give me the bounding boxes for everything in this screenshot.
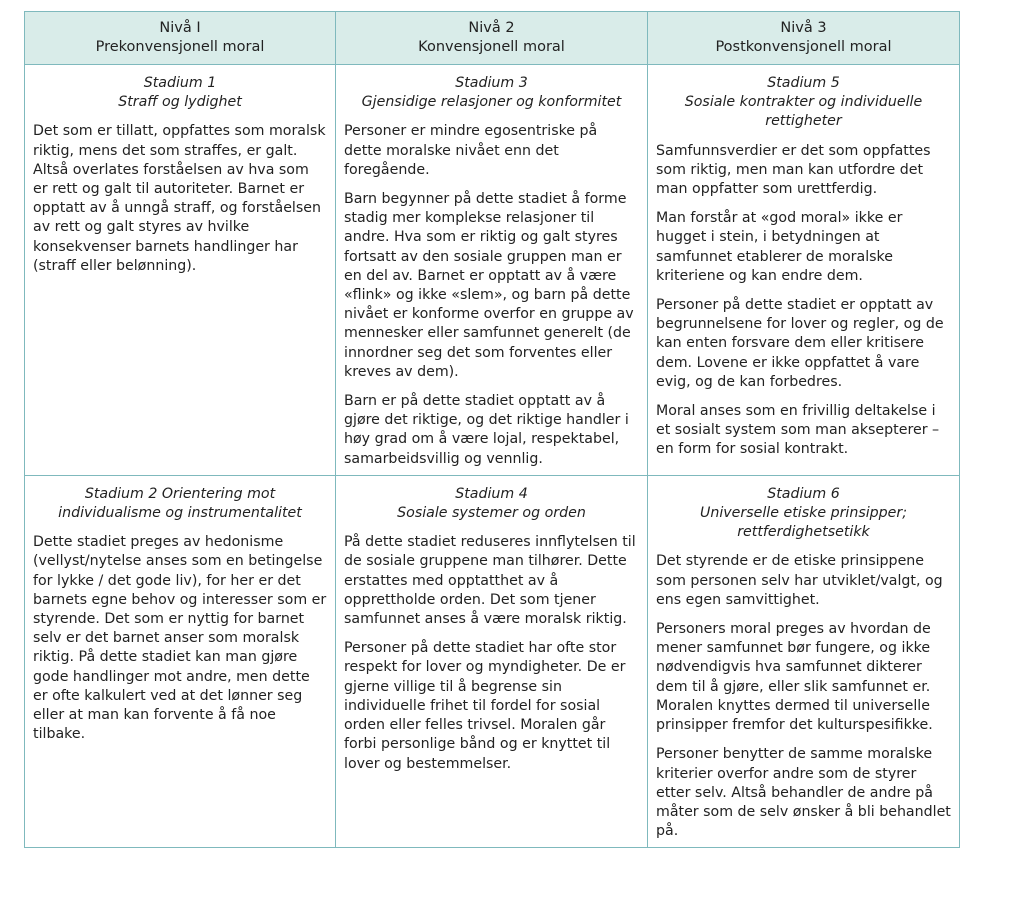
stage-title [344,74,639,112]
stage-description: På dette stadiet reduseres innflytelsen til de sosiale gruppene man tilhører. Dette erstattes med opptatthet av å opprettholde orden. Det som tjener samfunnet anses å være moralsk riktig. [344,534,636,628]
stage-title-line: Gjensidige relasjoner og konformitet [361,94,622,111]
stage-description: Man forstår at «god moral» ikke er hugget i stein, i betydningen at samfunnet etablerer de moralske kriteriene og kan endre dem. [656,210,903,284]
header-level-name: Postkonvensjonell moral [715,39,892,55]
stage-cell [336,475,648,847]
stage-cell [25,65,336,476]
stage-title-line: Stadium 4 [455,485,528,502]
stage-content [648,65,959,466]
header-level-2 [336,12,648,65]
header-level-label: Nivå 3 [780,19,827,36]
stage-title-line: Stadium 6 [767,485,840,502]
stage-description: Personer på dette stadiet har ofte stor respekt for lover og myndigheter. De er gjerne villige til å begrense sin individuelle frihet til fordel for sosial orden eller felles trivsel. Moralen går forbi personlige bånd og er knyttet til lover og bestemmelser. [344,640,626,772]
stage-description: Personers moral preges av hvordan de mener samfunnet bør fungere, og ikke nødvendigvis hva samfunnet dikterer dem til å gjøre, eller slik samfunnet er. Moralen knyttes dermed til universelle prinsipper fremfor det kulturspesifikke. [656,621,933,734]
header-level-label: Nivå I [159,19,201,36]
stage-title [656,485,951,543]
stage-content [25,476,335,751]
header-level-label: Nivå 2 [468,19,515,36]
stage-description: Det styrende er de etiske prinsippene som personen selv har utviklet/valgt, og ens egen samvittighet. [656,553,943,608]
stage-title-line: Stadium 1 [143,75,217,91]
stage-title-line: Stadium 3 [455,75,528,91]
stage-description: Samfunnsverdier er det som oppfattes som riktig, men man kan utfordre det man oppfatter som urettferdig. [656,142,931,198]
table-header [25,12,960,65]
stage-title-line: Stadium 5 [767,75,840,91]
stage-description: Personer er mindre egosentriske på dette moralske nivået enn det foregående. [344,123,598,178]
stage-title-line: Stadium 2 Orientering mot [84,485,276,502]
stage-cell [336,65,648,476]
stage-title-line: rettferdighetsetikk [737,524,870,541]
stage-description: Barn begynner på dette stadiet å forme stadig mer komplekse relasjoner til andre. Hva som er riktig og galt styres fortsatt av den sosiale gruppen man er en del av. Barnet er opptatt av å være «flink» og ikke «slem», og barn på dette nivået er konforme overfor en gruppe av mennesker eller samfunnet generelt (de innordner seg det som forventes eller kreves av dem). [344,191,634,380]
stage-title [344,485,639,523]
stage-content [25,65,335,282]
stage-description: Moral anses som en frivillig deltakelse i et sosialt system som man aksepterer – en form for sosial kontrakt. [656,403,940,458]
stage-title-line: rettigheter [765,113,842,130]
stage-title-line: Straff og lydighet [118,94,242,111]
stage-title-line: Sosiale kontrakter og individuelle [684,94,923,111]
stage-title [33,485,327,523]
stage-description: Personer benytter de samme moralske kriterier overfor andre som de styrer etter selv. Altså behandler de andre på måter som de selv ønsker å bli behandlet på. [656,746,951,840]
stage-title [656,74,951,132]
stage-title-line: individualisme og instrumentalitet [58,505,302,522]
stage-description: Det som er tillatt, oppfattes som moralsk riktig, mens det som straffes, er galt. Altså overlates forståelsen av hva som er rett og galt til autoriteter. Barnet er opptatt av å unngå straff, og forståelsen av rett og galt styres av hvilke konsekvenser barnets handlinger har (straff eller belønning). [33,123,326,274]
stage-description: Personer på dette stadiet er opptatt av begrunnelsene for lover og regler, og de kan enten forsvare dem eller kritisere dem. Lovene er ikke oppfattet å vare evig, og de kan forbedres. [656,297,944,390]
stage-description: Barn er på dette stadiet opptatt av å gjøre det riktige, og det riktige handler i høy grad om å være lojal, respektabel, samarbeidsvillig og vennlig. [344,393,629,467]
stage-cell [25,475,336,847]
stage-content [336,65,647,475]
table-row [25,65,960,476]
header-level-1 [25,12,336,65]
stage-title-line: Universelle etiske prinsipper; [699,505,908,522]
stage-content [336,476,647,780]
kohlberg-stages-table [24,11,960,848]
stage-cell [648,475,960,847]
stage-title-line: Sosiale systemer og orden [397,505,586,522]
header-level-3 [648,12,960,65]
header-level-name: Konvensjonell moral [418,39,565,55]
table-row [25,475,960,847]
header-level-name: Prekonvensjonell moral [95,39,265,55]
stage-content [648,476,959,847]
header-row [25,12,960,65]
stage-description: Dette stadiet preges av hedonisme (vellyst/nytelse anses som en betingelse for lykke / det gode liv), for her er det barnets egne behov og interesser som er styrende. Det som er nyttig for barnet selv er det barnet anser som moralsk riktig. På dette stadiet kan man gjøre gode handlinger mot andre, men dette er ofte kalkulert ved at det lønner seg eller at man kan forvente å få noe tilbake. [33,534,327,743]
stage-title [33,74,327,112]
table-body [25,65,960,848]
stage-cell [648,65,960,476]
